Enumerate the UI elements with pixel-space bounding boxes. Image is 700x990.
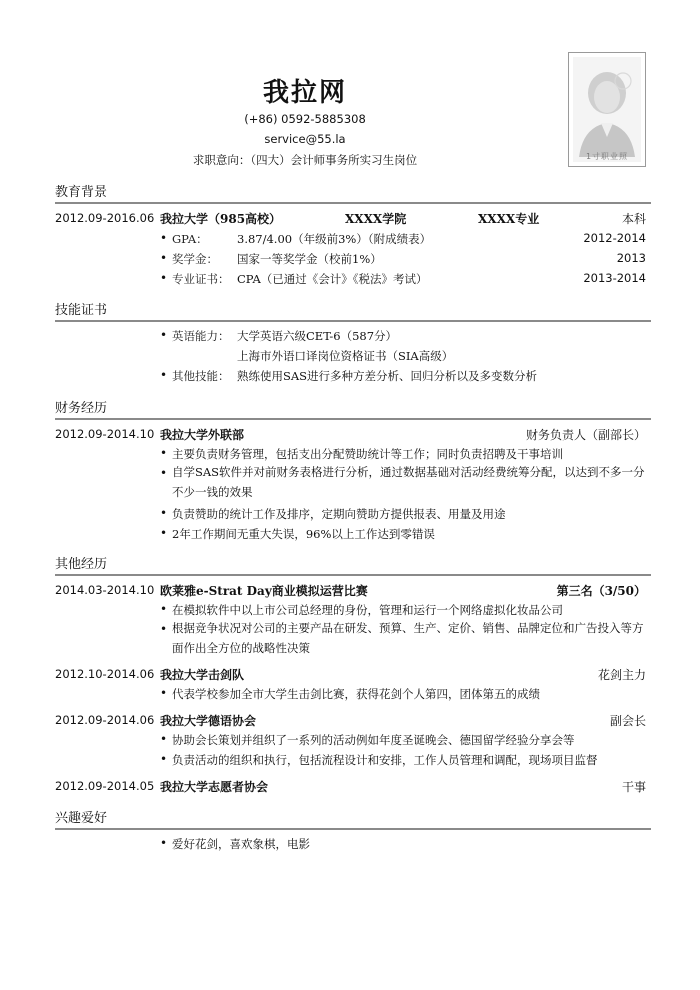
bullet-icon: • (160, 836, 168, 850)
certificate-year: 2013-2014 (583, 271, 646, 285)
experience-bullet: 在模拟软件中以上市公司总经理的身份，管理和运行一个网络虚拟化妆品公司 (172, 603, 563, 617)
degree: 本科 (621, 212, 646, 226)
college-name: XXXX学院 (345, 212, 407, 226)
experience-org: 我拉大学德语协会 (160, 714, 257, 728)
experience-org: 我拉大学志愿者协会 (160, 780, 269, 794)
bullet-icon: • (160, 368, 168, 382)
experience-role: 第三名（3/50） (556, 584, 646, 598)
bullet-icon: • (160, 271, 168, 285)
education-date: 2012.09-2016.06 (55, 211, 155, 225)
finance-date: 2012.09-2014.10 (55, 427, 155, 441)
experience-date: 2014.03-2014.10 (55, 583, 155, 597)
experience-bullet: 代表学校参加全市大学生击剑比赛，获得花剑个人第四，团体第五的成绩 (172, 687, 540, 701)
section-divider (55, 574, 651, 576)
profile-photo (568, 52, 646, 167)
experience-date: 2012.09-2014.05 (55, 779, 155, 793)
finance-bullet: 负责赞助的统计工作及排序，定期向赞助方提供报表、用量及用途 (172, 507, 506, 521)
hobby-value: 爱好花剑，喜欢象棋，电影 (172, 837, 310, 851)
bullet-icon: • (160, 732, 168, 746)
finance-bullet: 自学SAS软件并对前财务表格进行分析，通过数据基础对活动经费统筹分配，以达到不多一分不少一钱的效果 (172, 465, 645, 499)
photo-label: 1寸职业照 (585, 152, 629, 161)
other-skills-value: 熟练使用SAS进行多种方差分析、回归分析以及多变数分析 (237, 369, 538, 383)
language-label: 英语能力： (172, 329, 230, 343)
person-silhouette-icon (573, 57, 641, 162)
bullet-icon: • (160, 622, 168, 636)
section-title-hobby: 兴趣爱好 (55, 811, 108, 826)
other-skills-label: 其他技能： (172, 369, 230, 383)
bullet-icon: • (160, 526, 168, 540)
section-title-education: 教育背景 (55, 185, 108, 200)
gpa-year: 2012-2014 (583, 231, 646, 245)
experience-role: 干事 (621, 780, 646, 794)
certificate-value: CPA（已通过《会计》《税法》考试） (237, 272, 428, 286)
finance-bullet: 主要负责财务管理，包括支出分配赞助统计等工作；同时负责招聘及干事培训 (172, 447, 563, 461)
experience-role: 副会长 (609, 714, 646, 728)
major-name: XXXX专业 (478, 212, 540, 226)
section-title-other: 其他经历 (55, 557, 108, 572)
bullet-icon: • (160, 231, 168, 245)
experience-org: 我拉大学击剑队 (160, 668, 245, 682)
finance-bullet: 2年工作期间无重大失误，96%以上工作达到零错误 (172, 527, 435, 541)
bullet-icon: • (160, 466, 168, 480)
bullet-icon: • (160, 686, 168, 700)
bullet-icon: • (160, 752, 168, 766)
bullet-icon: • (160, 251, 168, 265)
email-address: service@55.la (264, 132, 346, 146)
experience-date: 2012.10-2014.06 (55, 667, 155, 681)
experience-role: 花剑主力 (597, 668, 646, 682)
section-divider (55, 418, 651, 420)
language-sia: 上海市外语口译岗位资格证书（SIA高级） (237, 349, 454, 363)
gpa-label: GPA： (172, 232, 208, 246)
phone-number: (+86) 0592-5885308 (244, 112, 366, 126)
finance-org: 我拉大学外联部 (160, 428, 245, 442)
section-title-finance: 财务经历 (55, 401, 108, 416)
section-title-skills: 技能证书 (55, 303, 108, 318)
school-name: 我拉大学（985高校） (160, 212, 282, 226)
section-divider (55, 202, 651, 204)
job-objective: 求职意向：（四大）会计师事务所实习生岗位 (192, 153, 418, 167)
bullet-icon: • (160, 446, 168, 460)
bullet-icon: • (160, 328, 168, 342)
finance-role: 财务负责人（副部长） (525, 428, 646, 442)
certificate-label: 专业证书： (172, 272, 230, 286)
experience-org: 欧莱雅e-Strat Day商业模拟运营比赛 (160, 584, 368, 598)
experience-bullet: 协助会长策划并组织了一系列的活动例如年度圣诞晚会、德国留学经验分享会等 (172, 733, 575, 747)
scholarship-label: 奖学金： (172, 252, 218, 266)
scholarship-year: 2013 (616, 251, 646, 265)
candidate-name: 我拉网 (262, 78, 347, 108)
bullet-icon: • (160, 602, 168, 616)
bullet-icon: • (160, 506, 168, 520)
gpa-value: 3.87/4.00（年级前3%）（附成绩表） (237, 232, 432, 246)
scholarship-value: 国家一等奖学金（校前1%） (237, 252, 382, 266)
experience-date: 2012.09-2014.06 (55, 713, 155, 727)
section-divider (55, 320, 651, 322)
experience-bullet: 负责活动的组织和执行，包括流程设计和安排，工作人员管理和调配，现场项目监督 (172, 753, 598, 767)
experience-bullet: 根据竞争状况对公司的主要产品在研发、预算、生产、定价、销售、品牌定位和广告投入等方面作出全方位的战略性决策 (172, 621, 644, 655)
section-divider (55, 828, 651, 830)
language-cet6: 大学英语六级CET-6（587分） (237, 329, 398, 343)
